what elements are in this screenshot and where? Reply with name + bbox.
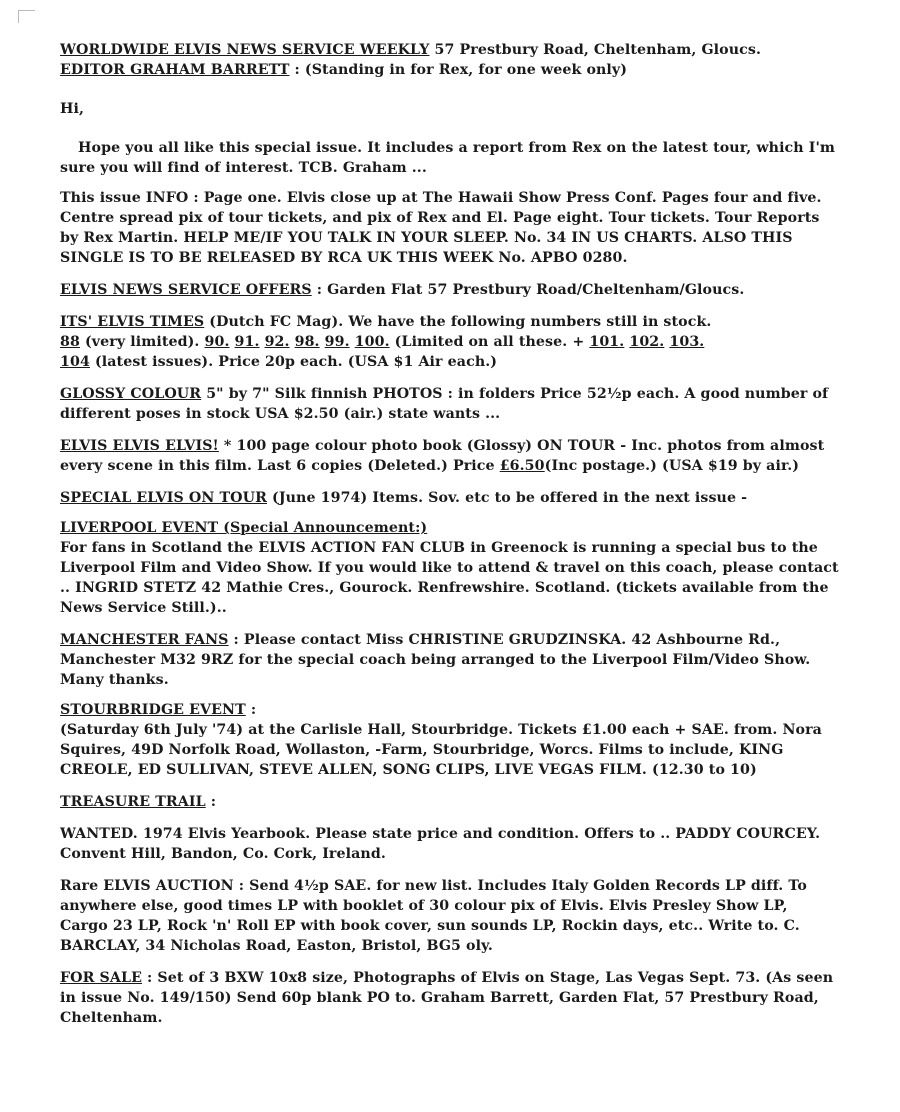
- stourbridge-colon: :: [245, 702, 257, 718]
- elvis-times-line1: (Dutch FC Mag). We have the following numbers still in stock.: [204, 314, 712, 330]
- masthead-line: [60, 40, 840, 60]
- issue-number: 99.: [324, 334, 350, 350]
- issue-number: 88: [60, 334, 80, 350]
- stourbridge-heading-line: [60, 700, 840, 720]
- issue-number: 104: [60, 354, 90, 370]
- issue-number: 92.: [264, 334, 290, 350]
- corner-mark: [18, 10, 35, 23]
- newsletter-page: [60, 40, 840, 1028]
- offers-heading: ELVIS NEWS SERVICE OFFERS: [60, 282, 312, 298]
- issue-number: 102.: [629, 334, 665, 350]
- intro-paragraph: Hope you all like this special issue. It includes a report from Rex on the latest tour, which I'm sure you will find of interest. TCB. Graham ...: [60, 140, 836, 176]
- liverpool-heading: LIVERPOOL EVENT (Special Announcement:): [60, 520, 428, 536]
- special-paragraph: [60, 488, 840, 508]
- book-paragraph: [60, 436, 840, 476]
- for-sale-heading: FOR SALE: [60, 970, 143, 986]
- issue-number: 91.: [234, 334, 260, 350]
- liverpool-heading-line: [60, 518, 840, 538]
- treasure-heading: TREASURE TRAIL: [60, 794, 206, 810]
- liverpool-text: For fans in Scotland the ELVIS ACTION FAN CLUB in Greenock is running a special bus to the Liverpool Film and Video Show. If you would like to attend & travel on this coach, please contact .. INGRID STETZ 42 Mathie Cres., Gourock. Renfrewshire. Scotland. (tickets available from the News Service Still.)..: [60, 540, 839, 616]
- offers-paragraph: [60, 280, 840, 300]
- masthead-title: WORLDWIDE ELVIS NEWS SERVICE WEEKLY: [60, 42, 430, 58]
- elvis-times-text2: (Limited on all these. +: [389, 334, 590, 350]
- elvis-times-heading: ITS' ELVIS TIMES: [60, 314, 205, 330]
- for-sale-text: : Set of 3 BXW 10x8 size, Photographs of Elvis on Stage, Las Vegas Sept. 73. (As seen in issue No. 149/150) Send 60p blank PO to. Graham Barrett, Garden Flat, 57 Prestbury Road, Cheltenham.: [60, 970, 834, 1026]
- book-text1: * 100 page colour photo book (Glossy) ON TOUR - Inc. photos from almost every scene in this film. Last 6 copies (Deleted.) Price: [60, 438, 825, 474]
- glossy-heading: GLOSSY COLOUR: [60, 386, 202, 402]
- book-heading: ELVIS ELVIS ELVIS!: [60, 438, 219, 454]
- stourbridge-text: (Saturday 6th July '74) at the Carlisle Hall, Stourbridge. Tickets £1.00 each + SAE. from. Nora Squires, 49D Norfolk Road, Wollaston, -Farm, Stourbridge, Worcs. Films to include, KING CREOLE, ED SULLIVAN, STEVE ALLEN, SONG CLIPS, LIVE VEGAS FILM. (12.30 to 10): [60, 722, 822, 778]
- auction-paragraph: Rare ELVIS AUCTION : Send 4½p SAE. for new list. Includes Italy Golden Records LP diff. To anywhere else, good times LP with booklet of 30 colour pix of Elvis. Elvis Presley Show LP, Cargo 23 LP, Rock 'n' Roll EP with book cover, sun sounds LP, Rockin days, etc.. Write to. C. BARCLAY, 34 Nicholas Road, Easton, Bristol, BG5 oly.: [60, 878, 807, 954]
- info-paragraph: This issue INFO : Page one. Elvis close up at The Hawaii Show Press Conf. Pages four and five. Centre spread pix of tour tickets, and pix of Rex and El. Page eight. Tour tickets. Tour Reports by Rex Martin. HELP ME/IF YOU TALK IN YOUR SLEEP. No. 34 IN US CHARTS. ALSO THIS SINGLE IS TO BE RELEASED BY RCA UK THIS WEEK No. APBO 0280.: [60, 190, 822, 266]
- treasure-heading-line: [60, 792, 840, 812]
- manchester-paragraph: [60, 630, 840, 690]
- issue-number: 90.: [204, 334, 230, 350]
- issue-number: 100.: [354, 334, 390, 350]
- elvis-times-text1: (very limited).: [79, 334, 205, 350]
- elvis-times-text3: (latest issues). Price 20p each. (USA $1 Air each.): [89, 354, 498, 370]
- editor-line: [60, 60, 840, 80]
- elvis-times-paragraph: [60, 312, 840, 372]
- editor-note: : (Standing in for Rex, for one week only): [289, 62, 628, 78]
- book-text2: (Inc postage.) (USA $19 by air.): [544, 458, 800, 474]
- manchester-text: : Please contact Miss CHRISTINE GRUDZINSKA. 42 Ashbourne Rd., Manchester M32 9RZ for the special coach being arranged to the Liverpool Film/Video Show. Many thanks.: [60, 632, 811, 688]
- stourbridge-heading: STOURBRIDGE EVENT: [60, 702, 246, 718]
- masthead-address: 57 Prestbury Road, Cheltenham, Gloucs.: [429, 42, 761, 58]
- wanted-paragraph: WANTED. 1974 Elvis Yearbook. Please state price and condition. Offers to .. PADDY COURCEY. Convent Hill, Bandon, Co. Cork, Ireland.: [60, 826, 821, 862]
- issue-number: 103.: [669, 334, 705, 350]
- issue-number: 98.: [294, 334, 320, 350]
- manchester-heading: MANCHESTER FANS: [60, 632, 229, 648]
- special-text: (June 1974) Items. Sov. etc to be offered in the next issue -: [266, 490, 748, 506]
- glossy-paragraph: [60, 384, 840, 424]
- treasure-colon: :: [205, 794, 217, 810]
- special-heading: SPECIAL ELVIS ON TOUR: [60, 490, 267, 506]
- book-price: £6.50: [499, 458, 545, 474]
- for-sale-paragraph: [60, 968, 840, 1028]
- issue-number: 101.: [589, 334, 625, 350]
- glossy-text: 5" by 7" Silk finnish PHOTOS : in folders Price 52½p each. A good number of different poses in stock USA $2.50 (air.) state wants ...: [60, 386, 829, 422]
- greeting: Hi,: [60, 101, 85, 117]
- offers-text: : Garden Flat 57 Prestbury Road/Cheltenham/Gloucs.: [311, 282, 745, 298]
- editor-label: EDITOR GRAHAM BARRETT: [60, 62, 290, 78]
